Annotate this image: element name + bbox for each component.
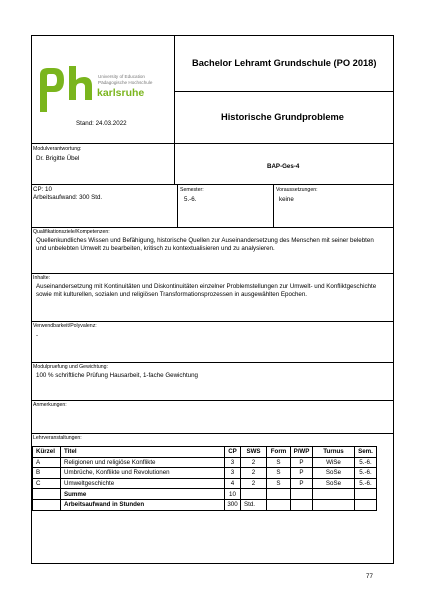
cell-titel: Umweltgeschichte bbox=[61, 478, 225, 489]
cell-empty bbox=[33, 499, 61, 510]
ph-logo-mark bbox=[36, 66, 98, 112]
table-row bbox=[33, 468, 377, 479]
table-row bbox=[33, 457, 377, 468]
cell-empty bbox=[355, 499, 377, 510]
qualification-label: Qualifikationsziele/Kompetenzen: bbox=[33, 229, 110, 235]
header-mid-line bbox=[174, 91, 394, 92]
cell-sws: 2 bbox=[241, 478, 267, 489]
cell-empty bbox=[241, 489, 267, 500]
semester-label: Semester: bbox=[180, 187, 204, 193]
header-titel: Titel bbox=[61, 447, 225, 458]
logo-line-2: Pädagogische Hochschule bbox=[98, 80, 153, 85]
notes-bottom-line bbox=[31, 433, 394, 434]
header-cp: CP bbox=[225, 447, 241, 458]
table-workload-row bbox=[33, 499, 377, 510]
module-title: Historische Grundprobleme bbox=[221, 112, 344, 122]
sem-divider bbox=[273, 184, 274, 227]
courses-label: Lehrveranstaltungen: bbox=[33, 435, 82, 441]
table-header-row bbox=[33, 447, 377, 458]
header-turnus: Turnus bbox=[313, 447, 355, 458]
date-stamp: Stand: 24.03.2022 bbox=[76, 120, 127, 127]
cell-sws: 2 bbox=[241, 457, 267, 468]
header-bottom-line bbox=[31, 143, 394, 144]
sum-label: Summe bbox=[61, 489, 225, 500]
university-logo bbox=[36, 66, 168, 114]
header-pwp: P/WP bbox=[291, 447, 313, 458]
prerequisites-value: keine bbox=[279, 196, 294, 203]
usability-bottom-line bbox=[31, 362, 394, 363]
cell-empty bbox=[267, 499, 291, 510]
cell-titel: Umbrüche, Konflikte und Revolutionen bbox=[61, 468, 225, 479]
workload-unit: Std. bbox=[241, 499, 267, 510]
workload-label: Arbeitsaufwand in Stunden bbox=[61, 499, 225, 510]
header-sem: Sem. bbox=[355, 447, 377, 458]
cell-cp: 3 bbox=[225, 468, 241, 479]
cell-form: S bbox=[267, 478, 291, 489]
cell-sem: 5.-6. bbox=[355, 457, 377, 468]
cell-turnus: SoSe bbox=[313, 468, 355, 479]
table-sum-row bbox=[33, 489, 377, 500]
cell-kuerzel: B bbox=[33, 468, 61, 479]
exam-value: 100 % schriftliche Prüfung Hausarbeit, 1-fache Gewichtung bbox=[36, 372, 198, 379]
cp-value: CP: 10 bbox=[33, 186, 52, 193]
sum-cp: 10 bbox=[225, 489, 241, 500]
cell-empty bbox=[291, 489, 313, 500]
qualification-bottom-line bbox=[31, 273, 394, 274]
cell-cp: 3 bbox=[225, 457, 241, 468]
logo-brand: karlsruhe bbox=[97, 87, 145, 99]
content-label: Inhalte: bbox=[33, 275, 51, 281]
cell-pwp: P bbox=[291, 478, 313, 489]
cell-cp: 4 bbox=[225, 478, 241, 489]
header-form: Form bbox=[267, 447, 291, 458]
cell-form: S bbox=[267, 457, 291, 468]
usability-value: - bbox=[36, 332, 39, 339]
qualification-line-1: Quellenkundliches Wissen und Befähigung, historische Quellen zur Auseinandersetzung des Menschen mit seiner belebten bbox=[36, 237, 374, 244]
page-number: 77 bbox=[366, 573, 373, 580]
table-row bbox=[33, 478, 377, 489]
exam-label: Modulpruefung und Gewichtung: bbox=[33, 364, 108, 370]
content-line-1: Auseinandersetzung mit Kontinuitäten und Diskontinuitäten einzelner Problemstellungen zur Umwelt- und Konfliktgeschichte bbox=[36, 283, 377, 290]
cell-form: S bbox=[267, 468, 291, 479]
content-bottom-line bbox=[31, 321, 394, 322]
workload-hours: 300 bbox=[225, 499, 241, 510]
cell-kuerzel: A bbox=[33, 457, 61, 468]
cell-empty bbox=[267, 489, 291, 500]
usability-label: Verwendbarkeit/Polyvalenz: bbox=[33, 323, 97, 329]
cell-empty bbox=[313, 499, 355, 510]
cell-turnus: WiSe bbox=[313, 457, 355, 468]
resp-bottom-line bbox=[31, 184, 394, 185]
notes-label: Anmerkungen: bbox=[33, 402, 67, 408]
cell-sws: 2 bbox=[241, 468, 267, 479]
qualification-line-2: und unbelebten Umwelt zu bearbeiten, kritisch zu kontextualisieren und zu analysieren. bbox=[36, 245, 275, 252]
courses-table bbox=[32, 446, 377, 511]
header-sws: SWS bbox=[241, 447, 267, 458]
cell-sem: 5.-6. bbox=[355, 478, 377, 489]
responsibility-label: Modulverantwortung: bbox=[33, 146, 82, 152]
workload-value: Arbeitsaufwand: 300 Std. bbox=[33, 194, 103, 201]
cell-turnus: SoSe bbox=[313, 478, 355, 489]
cp-divider bbox=[177, 184, 178, 227]
responsibility-value: Dr. Brigitte Übel bbox=[36, 155, 80, 162]
content-line-2: sowie mit kulturellen, sozialen und religiösen Transformationsprozessen in ausgewählten Epochen. bbox=[36, 291, 308, 298]
resp-divider bbox=[174, 143, 175, 184]
cell-pwp: P bbox=[291, 457, 313, 468]
cell-empty bbox=[355, 489, 377, 500]
cell-empty bbox=[291, 499, 313, 510]
cell-titel: Religionen und religiöse Konflikte bbox=[61, 457, 225, 468]
logo-line-1: University of Education bbox=[98, 74, 145, 79]
header-kuerzel: Kürzel bbox=[33, 447, 61, 458]
cell-empty bbox=[33, 489, 61, 500]
exam-bottom-line bbox=[31, 400, 394, 401]
program-title: Bachelor Lehramt Grundschule (PO 2018) bbox=[192, 58, 377, 68]
header-divider bbox=[174, 35, 175, 143]
module-code: BAP-Ges-4 bbox=[267, 163, 300, 170]
semester-value: 5.-6. bbox=[184, 196, 197, 203]
cell-empty bbox=[313, 489, 355, 500]
cell-kuerzel: C bbox=[33, 478, 61, 489]
cell-pwp: P bbox=[291, 468, 313, 479]
cp-bottom-line bbox=[31, 227, 394, 228]
cell-sem: 5.-6. bbox=[355, 468, 377, 479]
prerequisites-label: Voraussetzungen: bbox=[276, 187, 318, 193]
